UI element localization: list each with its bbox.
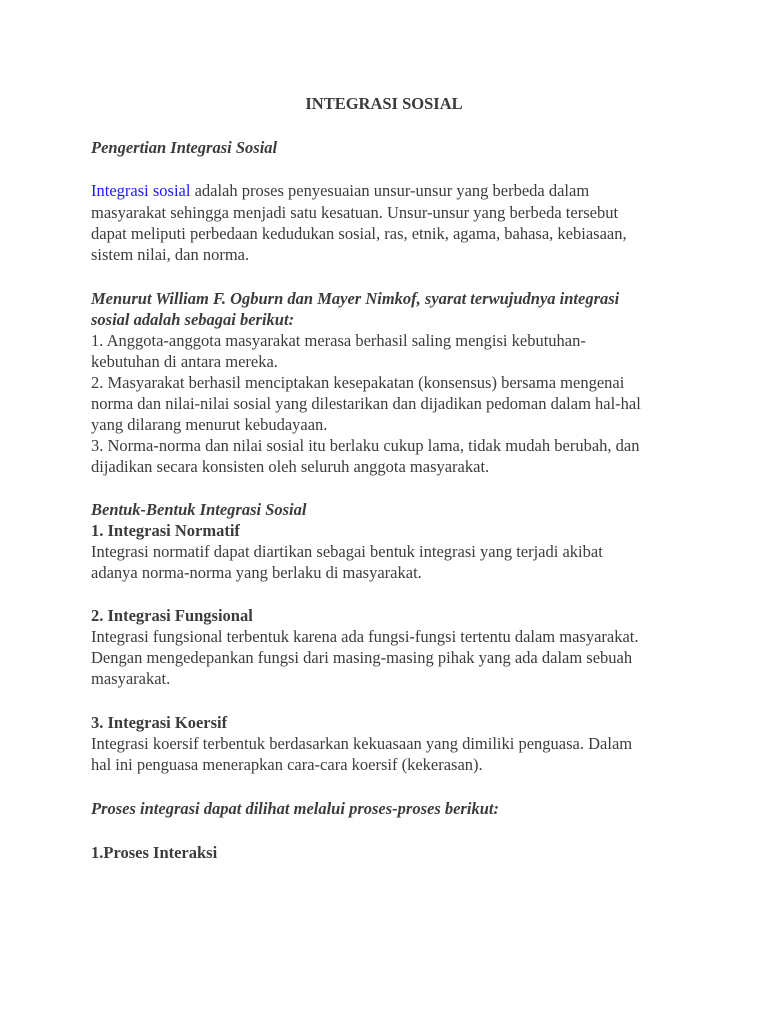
paragraph-line: Integrasi normatif dapat diartikan sebagai bentuk integrasi yang terjadi akibat bbox=[91, 542, 603, 561]
paragraph-line: Integrasi fungsional terbentuk karena ada fungsi-fungsi tertentu dalam masyarakat. bbox=[91, 627, 639, 646]
paragraph-line: Integrasi koersif terbentuk berdasarkan kekuasaan yang dimiliki penguasa. Dalam bbox=[91, 734, 633, 753]
link-integrasi-sosial[interactable]: Integrasi sosial bbox=[91, 181, 191, 200]
list-line: norma dan nilai-nilai sosial yang dilestarikan dan dijadikan pedoman dalam hal-hal bbox=[91, 394, 641, 413]
heading-bentuk: Bentuk-Bentuk Integrasi Sosial bbox=[91, 500, 307, 519]
heading-pengertian: Pengertian Integrasi Sosial bbox=[91, 138, 278, 157]
paragraph-line bbox=[91, 180, 589, 202]
subheading-normatif: 1. Integrasi Normatif bbox=[91, 521, 240, 540]
paragraph-line: masyarakat sehingga menjadi satu kesatuan. Unsur-unsur yang berbeda tersebut bbox=[91, 203, 619, 222]
paragraph-line: sistem nilai, dan norma. bbox=[91, 245, 250, 264]
paragraph-line: masyarakat. bbox=[91, 669, 171, 688]
subheading-fungsional: 2. Integrasi Fungsional bbox=[91, 606, 253, 625]
paragraph-line: adanya norma-norma yang berlaku di masyarakat. bbox=[91, 563, 422, 582]
heading-menurut: Menurut William F. Ogburn dan Mayer Nimkof, syarat terwujudnya integrasi bbox=[91, 289, 620, 308]
paragraph-line: dapat meliputi perbedaan kedudukan sosial, ras, etnik, agama, bahasa, kebiasaan, bbox=[91, 224, 627, 243]
subheading-koersif: 3. Integrasi Koersif bbox=[91, 713, 228, 732]
paragraph-line: hal ini penguasa menerapkan cara-cara koersif (kekerasan). bbox=[91, 755, 483, 774]
heading-menurut-cont: sosial adalah sebagai berikut: bbox=[91, 310, 295, 329]
list-line: 2. Masyarakat berhasil menciptakan kesepakatan (konsensus) bersama mengenai bbox=[91, 373, 625, 392]
page-title: INTEGRASI SOSIAL bbox=[305, 94, 463, 113]
text-segment: adalah proses penyesuaian unsur-unsur yang berbeda dalam bbox=[190, 181, 590, 200]
heading-proses: Proses integrasi dapat dilihat melalui proses-proses berikut: bbox=[91, 799, 499, 818]
subheading-proses-interaksi: 1.Proses Interaksi bbox=[91, 843, 218, 862]
list-line: 1. Anggota-anggota masyarakat merasa berhasil saling mengisi kebutuhan- bbox=[91, 331, 586, 350]
paragraph-line: Dengan mengedepankan fungsi dari masing-masing pihak yang ada dalam sebuah bbox=[91, 648, 633, 667]
list-line: dijadikan secara konsisten oleh seluruh anggota masyarakat. bbox=[91, 457, 490, 476]
list-line: 3. Norma-norma dan nilai sosial itu berlaku cukup lama, tidak mudah berubah, dan bbox=[91, 436, 640, 455]
list-line: kebutuhan di antara mereka. bbox=[91, 352, 278, 371]
list-line: yang dilarang menurut kebudayaan. bbox=[91, 415, 328, 434]
